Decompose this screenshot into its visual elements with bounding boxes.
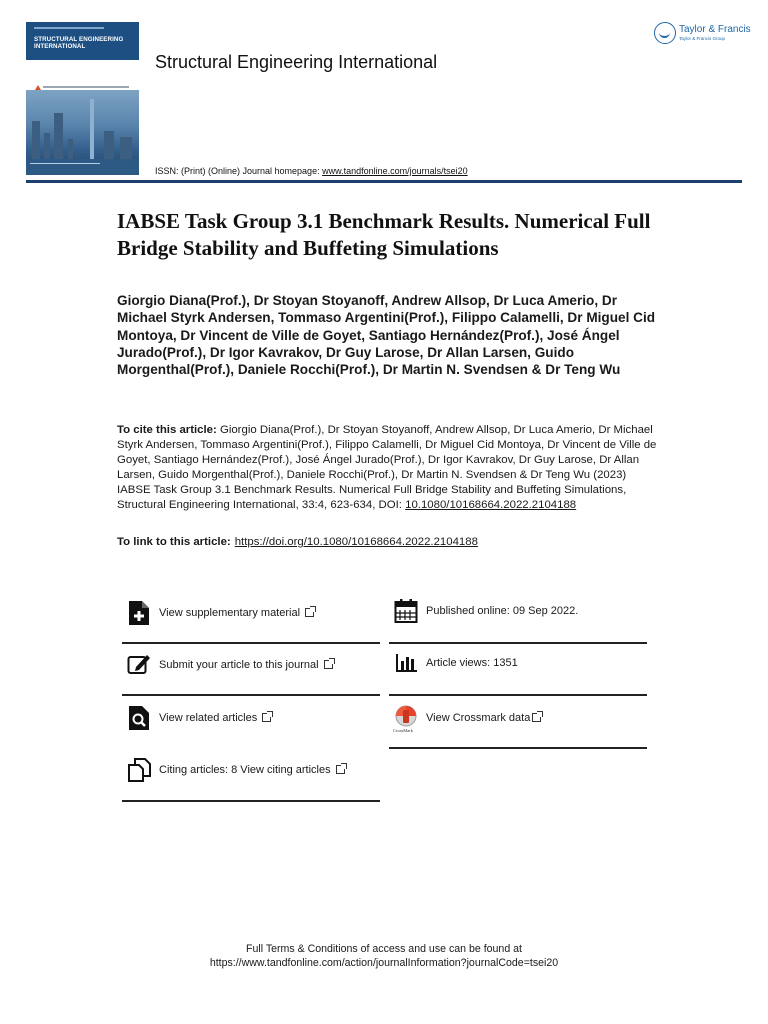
crossmark-badge-text: CrossMark — [393, 728, 413, 733]
cover-caption-line — [30, 163, 100, 171]
cover-band-line — [43, 86, 129, 88]
cover-band — [26, 60, 139, 90]
journal-homepage-link[interactable]: www.tandfonline.com/journals/tsei20 — [322, 166, 468, 176]
tile-divider — [389, 642, 647, 644]
search-document-icon — [127, 705, 151, 731]
tile-related-articles[interactable] — [122, 705, 380, 758]
cover-title: STRUCTURAL ENGINEERING INTERNATIONAL — [34, 36, 124, 50]
tile-crossmark-label: View Crossmark data — [426, 712, 541, 724]
taylor-francis-logo-icon — [654, 22, 676, 44]
cover-building — [68, 139, 73, 161]
tile-submit-article[interactable] — [122, 652, 380, 705]
citation-label: To cite this article: — [117, 424, 217, 436]
issn-text: ISSN: (Print) (Online) Journal homepage: — [155, 166, 323, 176]
cover-building — [54, 113, 63, 161]
article-title: IABSE Task Group 3.1 Benchmark Results. Numerical Full Bridge Stability and Buffeting Simulations — [117, 209, 651, 260]
external-link-icon — [305, 608, 314, 617]
issn-line — [155, 166, 468, 176]
article-link-line — [117, 536, 478, 548]
tile-citing-articles[interactable] — [122, 757, 380, 810]
tile-divider — [389, 694, 647, 696]
cover-building — [32, 121, 40, 161]
add-file-icon — [127, 600, 151, 626]
cover-issue-line — [34, 27, 104, 29]
article-link-label: To link to this article: — [117, 536, 231, 548]
tile-divider — [122, 800, 380, 802]
citation-doi-link[interactable]: 10.1080/10168664.2022.2104188 — [405, 499, 577, 511]
bar-chart-icon — [394, 650, 418, 676]
tile-citing-label: Citing articles: 8 View citing articles — [159, 764, 345, 776]
footer — [0, 942, 768, 970]
cover-header — [26, 22, 139, 60]
footer-terms-text: Full Terms & Conditions of access and use can be found at — [246, 943, 522, 955]
cover-building — [104, 131, 114, 161]
external-link-icon — [336, 765, 345, 774]
tile-supplementary-material[interactable] — [122, 600, 380, 653]
citation-block — [117, 423, 657, 513]
tile-divider — [122, 642, 380, 644]
journal-name: Structural Engineering International — [155, 52, 438, 72]
tile-divider — [122, 694, 380, 696]
tile-divider — [389, 747, 647, 749]
tile-related-label: View related articles — [159, 712, 271, 724]
cover-building — [120, 137, 132, 161]
external-link-icon — [262, 713, 271, 722]
calendar-icon — [394, 598, 418, 624]
edit-icon — [127, 652, 151, 678]
tile-views-label: Article views: 1351 — [426, 657, 518, 669]
tile-submit-label: Submit your article to this journal — [159, 659, 333, 671]
journal-cover — [26, 22, 139, 175]
cover-photo — [26, 90, 139, 175]
external-link-icon — [324, 660, 333, 669]
cover-building — [44, 133, 50, 161]
article-doi-link[interactable]: https://doi.org/10.1080/10168664.2022.2104188 — [234, 536, 478, 548]
tile-supplementary-label: View supplementary material — [159, 607, 314, 619]
publisher-group: Taylor & Francis Group — [679, 36, 726, 41]
publisher-logo — [654, 22, 751, 46]
article-authors: Giorgio Diana(Prof.), Dr Stoyan Stoyanoff, Andrew Allsop, Dr Luca Amerio, Dr Michael Styrk Andersen, Tommaso Argentini(Prof.), Filippo Calamelli, Dr Miguel Cid Montoya, Dr Vincent de Ville de Goyet, Santiago Hernández(Prof.), José Ángel Jurado(Prof.), Dr Igor Kavrakov, Dr Guy Larose, Dr Allan Larsen, Guido Morgenthal(Prof.), Daniele Rocchi(Prof.), Dr Martin N. Svendsen & Dr Teng Wu — [117, 293, 656, 378]
tile-published-label: Published online: 09 Sep 2022. — [426, 605, 579, 617]
publisher-name: Taylor & Francis — [679, 24, 751, 35]
citation-text: Giorgio Diana(Prof.), Dr Stoyan Stoyanoff, Andrew Allsop, Dr Luca Amerio, Dr Michael Styrk Andersen, Tommaso Argentini(Prof.), Filippo Calamelli, Dr Miguel Cid Montoya, Dr Vincent de Ville de Goyet, Santiago Hernández(Prof.), José Ángel Jurado(Prof.), Dr Igor Kavrakov, Dr Guy Larose, Dr Allan Larsen, Guido Morgenthal(Prof.), Daniele Rocchi(Prof.), Dr Martin N. Svendsen & Dr Teng Wu (2023) IABSE Task Group 3.1 Benchmark Results. Numerical Full Bridge Stability and Buffeting Simulations, Structural Engineering International, 33:4, 623-634, DOI: — [117, 424, 657, 511]
footer-terms-link[interactable]: https://www.tandfonline.com/action/journalInformation?journalCode=tsei20 — [209, 957, 559, 969]
documents-icon — [127, 757, 151, 783]
cover-tower — [90, 99, 94, 161]
tile-crossmark[interactable] — [389, 705, 647, 758]
header-divider — [26, 180, 742, 183]
external-link-icon — [532, 713, 541, 722]
